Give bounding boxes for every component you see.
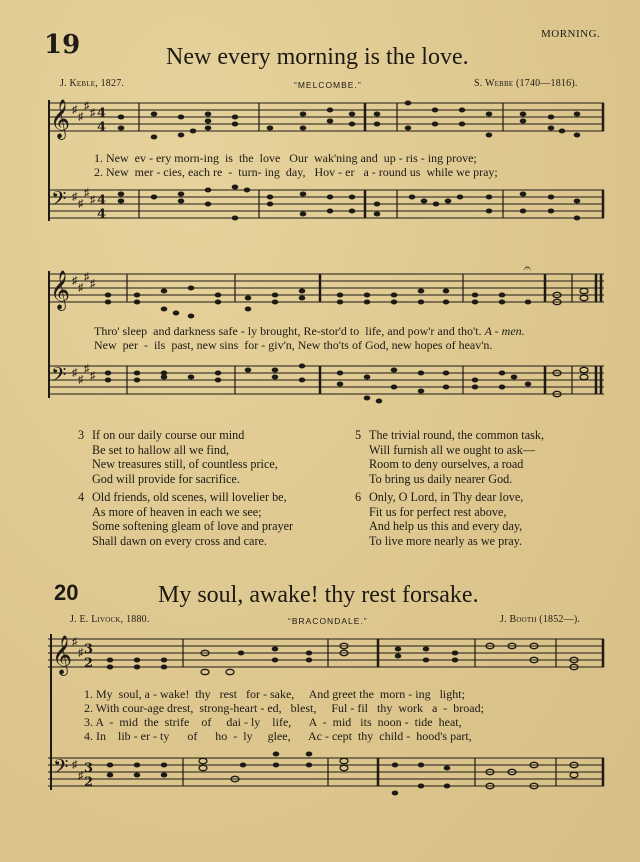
lyric-line-20-v1: 1. My soul, a - wake! thy rest for - sake, And greet the morn - ing light;: [84, 687, 465, 701]
svg-text:♯: ♯: [90, 278, 96, 290]
stanza-line: Be set to hallow all we find,: [92, 442, 230, 457]
hymn-composer-20: J. Booth (1852—).: [500, 614, 581, 625]
hymn-author-20: J. E. Livock, 1880.: [70, 614, 150, 625]
amen-text: A - men.: [484, 324, 525, 338]
stanza-line: The trivial round, the common task,: [369, 428, 544, 442]
stanza-line: New treasures still, of countless price,: [92, 457, 278, 471]
svg-text:♯: ♯: [72, 367, 78, 379]
svg-text:3: 3: [84, 761, 94, 776]
hymn-title-19: New every morning is the love.: [166, 44, 469, 70]
lyric-line-19-1-v2: 2. New mer - cies, each re - turn- ing day, Hov - er a - round us while we pray;: [94, 165, 498, 179]
svg-text:𝄞: 𝄞: [52, 635, 73, 675]
svg-text:♯: ♯: [72, 636, 78, 648]
stanza-line: To live more nearly as we pray.: [369, 533, 523, 548]
svg-text:♯: ♯: [78, 111, 84, 123]
hymn-composer-19: S. Webbe (1740—1816).: [474, 78, 578, 89]
stanza-line: Room to deny ourselves, a road: [369, 457, 524, 471]
section-label: MORNING.: [541, 28, 601, 40]
stanza-line: Old friends, old scenes, will lovelier be,: [92, 490, 287, 504]
hymn-number-20: 20: [54, 580, 79, 605]
svg-text:4: 4: [97, 193, 107, 208]
hymn-title-20: My soul, awake! thy rest forsake.: [158, 582, 479, 608]
stanza-line: Some softening gleam of love and prayer: [92, 519, 294, 533]
svg-text:♯: ♯: [72, 191, 78, 203]
stanza-line: God will provide for sacrifice.: [92, 471, 240, 486]
svg-text:♯: ♯: [90, 107, 96, 119]
svg-text:♯: ♯: [72, 104, 78, 116]
svg-text:♯: ♯: [78, 770, 84, 782]
svg-text:4: 4: [97, 106, 107, 121]
hymn-number-19: 19: [44, 30, 81, 60]
svg-text:♯: ♯: [78, 647, 84, 659]
svg-text:4: 4: [97, 120, 107, 135]
svg-text:♯: ♯: [84, 363, 90, 375]
stanza-6: [355, 490, 523, 548]
svg-text:♯: ♯: [90, 194, 96, 206]
stanza-number: 4: [78, 490, 85, 504]
svg-text:♯: ♯: [84, 271, 90, 283]
hymn-tune-20: “BRACONDALE.”: [288, 616, 368, 626]
hymn-author-19: J. Keble, 1827.: [60, 78, 125, 89]
svg-text:𝄢: 𝄢: [51, 187, 67, 215]
stanza-line: If on our daily course our mind: [92, 428, 245, 442]
lyric-line-20-v3: 3. A - mid the strife of dai - ly life, A - mid its noon - tide heat,: [84, 715, 462, 729]
svg-text:𝄐: 𝄐: [524, 261, 531, 275]
stanza-line: Only, O Lord, in Thy dear love,: [369, 490, 524, 504]
svg-text:♯: ♯: [72, 759, 78, 771]
svg-text:♯: ♯: [84, 187, 90, 199]
lyric-line-20-v4: 4. In lib - er - ty of ho - ly glee, Ac - cept thy child - hood's part,: [84, 729, 472, 743]
hymn-tune-19: “MELCOMBE.”: [294, 80, 362, 90]
svg-text:𝄢: 𝄢: [51, 363, 67, 391]
stanza-number: 3: [78, 428, 85, 442]
lyric-line-19-2-v2: New per - ils past, new sins for - giv'n, New tho'ts of God, new hopes of heav'n.: [94, 338, 493, 352]
svg-text:3: 3: [84, 642, 94, 657]
stanza-number: 6: [355, 490, 362, 504]
svg-text:♯: ♯: [78, 282, 84, 294]
svg-text:♯: ♯: [78, 374, 84, 386]
stanza-4: [78, 490, 293, 548]
stanza-line: And help us this and every day,: [369, 519, 523, 533]
lyric-line-19-2-v1: [94, 324, 525, 338]
stanza-5: [355, 428, 544, 486]
stanza-line: Will furnish all we ought to ask—: [369, 442, 536, 457]
svg-text:♯: ♯: [78, 198, 84, 210]
lyric-line-20-v2: 2. With cour-age drest, strong-heart - ed, blest, Ful - fil thy work a - broad;: [84, 701, 484, 715]
svg-text:♯: ♯: [84, 100, 90, 112]
lyric-line-19-1-v1: 1. New ev - ery morn-ing is the love Our wak'ning and up - ris - ing prove;: [94, 151, 477, 165]
svg-text:2: 2: [84, 656, 94, 671]
svg-text:𝄢: 𝄢: [53, 755, 69, 783]
svg-text:♯: ♯: [72, 275, 78, 287]
stanza-line: As more of heaven in each we see;: [92, 504, 262, 519]
svg-text:𝄞: 𝄞: [50, 99, 71, 139]
stanza-line: To bring us daily nearer God.: [369, 471, 513, 486]
stanza-3: [78, 428, 278, 486]
svg-text:♯: ♯: [90, 370, 96, 382]
svg-text:2: 2: [84, 775, 94, 790]
stanza-line: Shall dawn on every cross and care.: [92, 533, 267, 548]
lyric-text: Thro' sleep and darkness safe - ly brought, Re-stor'd to life, and pow'r and tho't.: [94, 324, 482, 338]
svg-text:4: 4: [97, 207, 107, 222]
stanza-number: 5: [355, 428, 362, 442]
stanza-line: Fit us for perfect rest above,: [369, 504, 507, 519]
svg-text:𝄞: 𝄞: [50, 270, 71, 310]
